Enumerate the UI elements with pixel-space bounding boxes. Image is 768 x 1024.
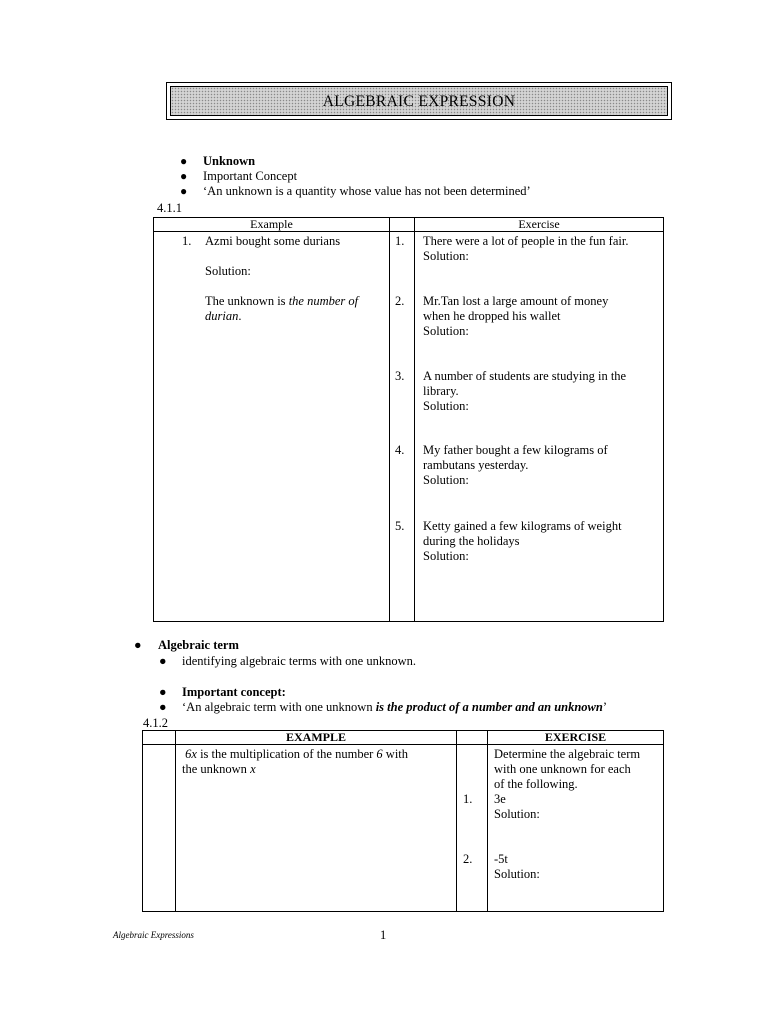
exercise-2-solution: Solution: bbox=[423, 324, 469, 338]
exercise-term-2: -5t bbox=[494, 852, 508, 866]
exercise-intro-line1: Determine the algebraic term bbox=[494, 747, 641, 761]
header-blank-left bbox=[143, 731, 176, 745]
algebraic-term-heading: ● Algebraic term bbox=[134, 638, 239, 652]
exercise-3-solution: Solution: bbox=[423, 399, 469, 413]
exercise-5-solution: Solution: bbox=[423, 549, 469, 563]
exercise-2-line2: when he dropped his wallet bbox=[423, 309, 561, 323]
exercise-number: 1. bbox=[463, 792, 473, 806]
algebraic-term-sub: ● identifying algebraic terms with one unknown. bbox=[159, 654, 416, 668]
exercise-number: 1. bbox=[395, 234, 405, 248]
exercise-term-1: 3e bbox=[494, 792, 506, 806]
exercise-number: 5. bbox=[395, 519, 405, 533]
example-number: 1. bbox=[182, 234, 192, 248]
example-cell bbox=[154, 232, 390, 622]
section1-bullets bbox=[180, 154, 531, 199]
example-line2: the unknown x bbox=[182, 762, 256, 776]
bullet-icon: ● bbox=[159, 700, 167, 714]
algebraic-term-table bbox=[142, 730, 664, 912]
bullet-important-concept: ● Important Concept bbox=[180, 169, 298, 183]
exercise-intro-line2: with one unknown for each bbox=[494, 762, 631, 776]
bullet-icon: ● bbox=[134, 638, 142, 652]
exercise-4-solution: Solution: bbox=[423, 473, 469, 487]
exercise-3-line2: library. bbox=[423, 384, 459, 398]
exercise-number: 3. bbox=[395, 369, 405, 383]
bullet-icon: ● bbox=[159, 654, 167, 668]
exercise-4-line2: rambutans yesterday. bbox=[423, 458, 529, 472]
header-example: Example bbox=[154, 218, 390, 232]
title-box bbox=[166, 82, 672, 120]
exercise-intro-line3: of the following. bbox=[494, 777, 578, 791]
exercise-number: 2. bbox=[463, 852, 473, 866]
exercise-cell-2 bbox=[488, 745, 664, 912]
example-text: Azmi bought some durians bbox=[205, 234, 341, 248]
bullet-icon: ● bbox=[159, 685, 167, 699]
concept-definition: ● ‘An algebraic term with one unknown is the product of a number and an unknown’ bbox=[159, 700, 608, 714]
bullet-unknown: ● Unknown bbox=[180, 154, 256, 168]
header-blank bbox=[390, 218, 415, 232]
footer-title: Algebraic Expressions bbox=[113, 930, 194, 940]
exercise-number: 4. bbox=[395, 443, 405, 457]
blank-cell-left bbox=[143, 745, 176, 912]
header-exercise-2: EXERCISE bbox=[488, 731, 664, 745]
bullet-icon: ● bbox=[180, 154, 188, 168]
bullet-icon: ● bbox=[180, 169, 188, 183]
example-line1: 6x is the multiplication of the number 6 with bbox=[185, 747, 409, 761]
exercise-1-solution: Solution: bbox=[423, 249, 469, 263]
header-blank-mid bbox=[457, 731, 488, 745]
number-column bbox=[390, 232, 415, 622]
number-column-2 bbox=[457, 745, 488, 912]
exercise-3-line1: A number of students are studying in the bbox=[423, 369, 627, 383]
header-example-2: EXAMPLE bbox=[176, 731, 457, 745]
exercise-cell bbox=[415, 232, 664, 622]
exercise-solution-1: Solution: bbox=[494, 807, 540, 821]
exercise-4-line1: My father bought a few kilograms of bbox=[423, 443, 608, 457]
bullet-icon: ● bbox=[180, 184, 188, 198]
section-number-412: 4.1.2 bbox=[143, 716, 168, 730]
example-answer-line2: durian. bbox=[205, 309, 242, 323]
example-cell-2 bbox=[176, 745, 457, 912]
exercise-2-line1: Mr.Tan lost a large amount of money bbox=[423, 294, 609, 308]
page-number: 1 bbox=[380, 928, 387, 942]
bullet-definition: ● ‘An unknown is a quantity whose value has not been determined’ bbox=[180, 184, 531, 198]
exercise-5-line1: Ketty gained a few kilograms of weight bbox=[423, 519, 622, 533]
concept-heading: ● Important concept: bbox=[159, 685, 286, 699]
page-title: ALGEBRAIC EXPRESSION bbox=[170, 86, 668, 116]
exercise-solution-2: Solution: bbox=[494, 867, 540, 881]
example-solution-label: Solution: bbox=[205, 264, 251, 278]
unknown-table bbox=[153, 217, 664, 622]
exercise-5-line2: during the holidays bbox=[423, 534, 520, 548]
section-number-411: 4.1.1 bbox=[157, 201, 182, 215]
example-answer-line1: The unknown is the number of bbox=[205, 294, 359, 308]
header-exercise: Exercise bbox=[415, 218, 664, 232]
exercise-number: 2. bbox=[395, 294, 405, 308]
exercise-1-line1: There were a lot of people in the fun fair. bbox=[423, 234, 629, 248]
